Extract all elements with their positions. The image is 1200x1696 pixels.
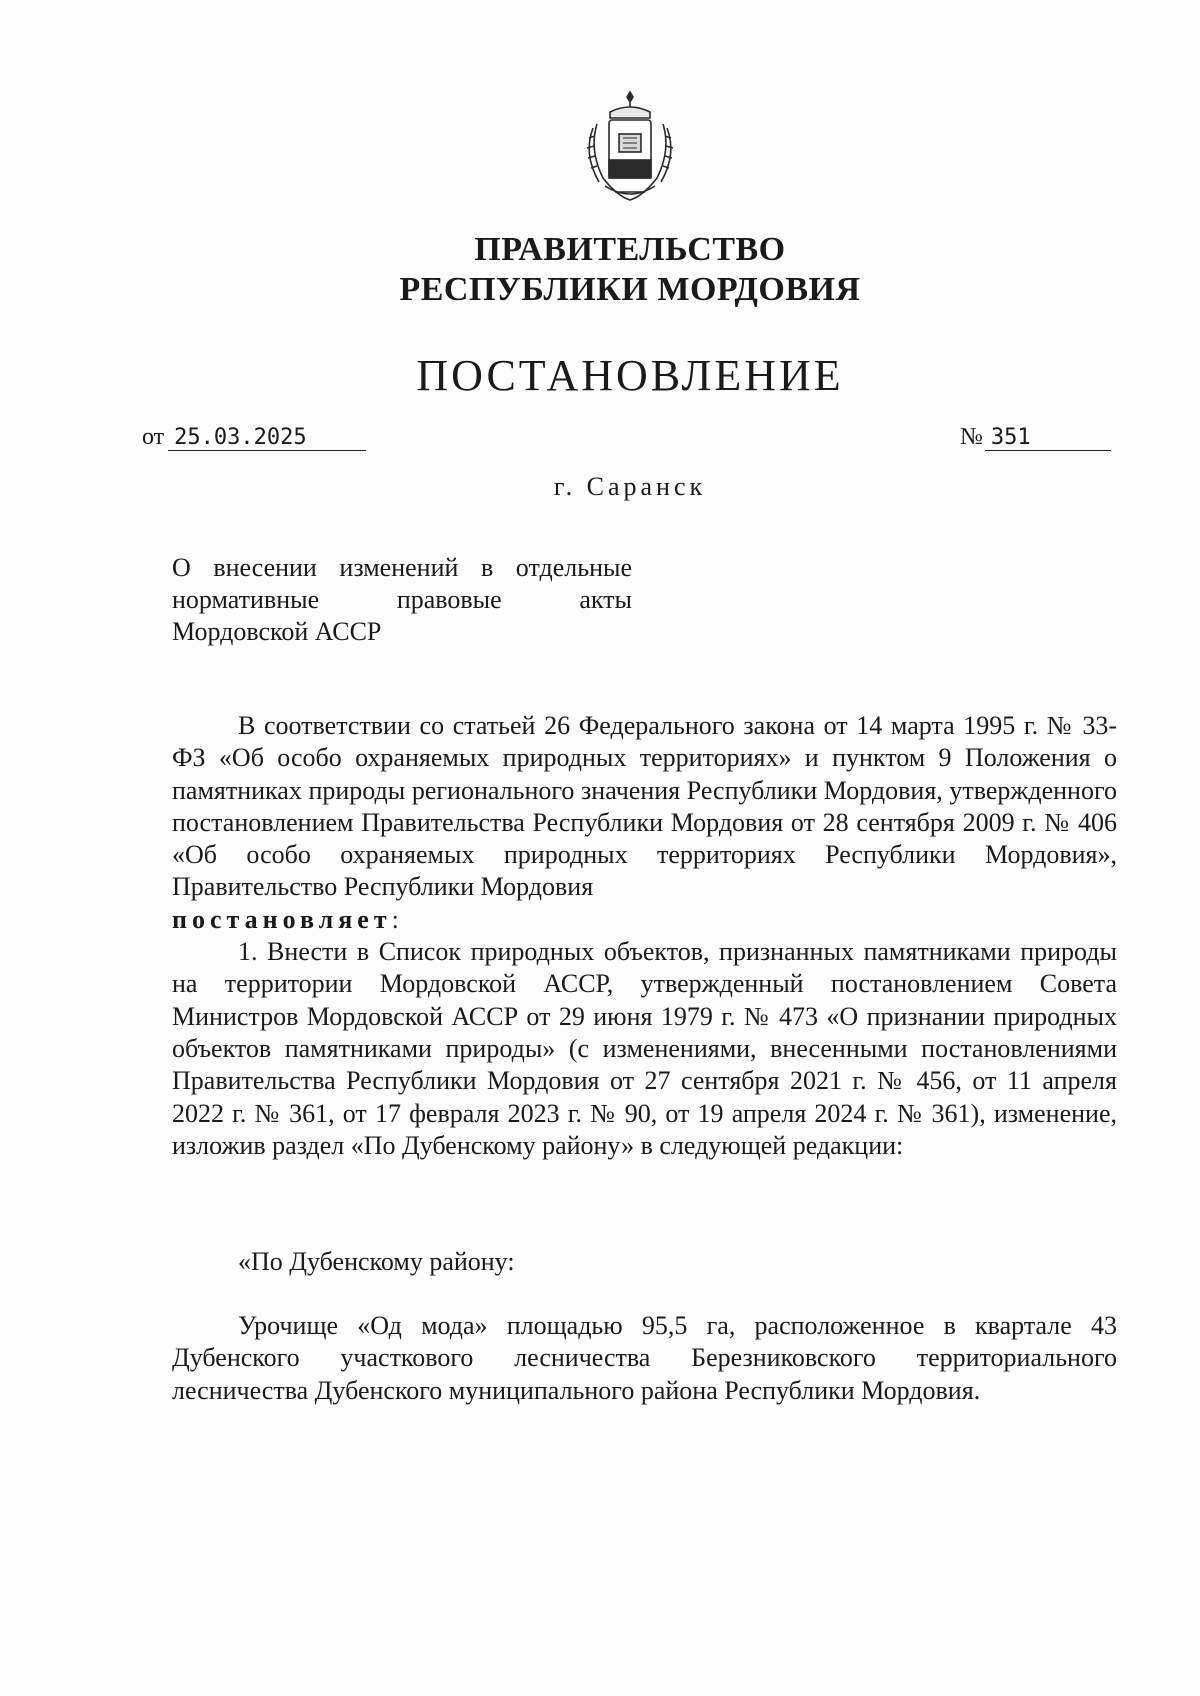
coat-of-arms-emblem — [575, 88, 685, 208]
authority-name-line1: ПРАВИТЕЛЬСТВО — [474, 231, 786, 268]
document-date — [142, 424, 366, 451]
decree-colon: : — [391, 904, 399, 934]
section-text-block — [172, 1310, 1117, 1407]
date-prefix: от — [142, 424, 165, 450]
item-1-paragraph: 1. Внести в Список природных объектов, признанных памятниками природы на территории Мордовской АССР, утвержденный постановлением Совета Министров Мордовской АССР от 29 июня 1979 г. № 473 «О признании природных объектов памятниками природы» (с изменениями, внесенными постановлениями Правительства Республики Мордовия от 27 сентября 2021 г. № 456, от 11 апреля 2022 г. № 361, от 17 февраля 2023 г. № 90, от 19 апреля 2024 г. № 361), изменение, изложив раздел «По Дубенскому району» в следующей редакции: — [172, 937, 1117, 1160]
document-number — [960, 424, 1111, 451]
decree-word: постановляет — [172, 904, 392, 934]
date-value: 25.03.2025 — [168, 426, 366, 451]
section-heading-block — [172, 1246, 1117, 1278]
subject-line: О внесении изменений в отдельные — [172, 553, 632, 582]
authority-name-line2: РЕСПУБЛИКИ МОРДОВИЯ — [399, 271, 861, 308]
section-heading: «По Дубенскому району: — [238, 1247, 515, 1276]
document-subject — [172, 552, 632, 648]
preamble-text: В соответствии со статьей 26 Федерального закона от 14 марта 1995 г. № 33-ФЗ «Об особо охраняемых природных территориях» и пунктом 9 Положения о памятниках природы регионального значения Республики Мордовия, утвержденного постановлением Правительства Республики Мордовия от 28 сентября 2009 г. № 406 «Об особо охраняемых природных территориях Республики Мордовия», Правительство Республики Мордовия — [172, 711, 1117, 902]
number-value: 351 — [985, 426, 1111, 451]
section-text: Урочище «Од мода» площадью 95,5 га, расположенное в квартале 43 Дубенского участкового лесничества Березниковского территориального лесничества Дубенского муниципального района Республики Мордовия. — [172, 1311, 1117, 1405]
number-prefix: № — [960, 424, 983, 450]
city-name: г. Саранск — [553, 472, 707, 501]
document-body — [172, 710, 1117, 1162]
preamble-paragraph — [172, 710, 1117, 936]
subject-line: Мордовской АССР — [172, 617, 382, 646]
document-type: ПОСТАНОВЛЕНИЕ — [416, 351, 844, 400]
subject-line: нормативные правовые акты — [172, 585, 632, 614]
